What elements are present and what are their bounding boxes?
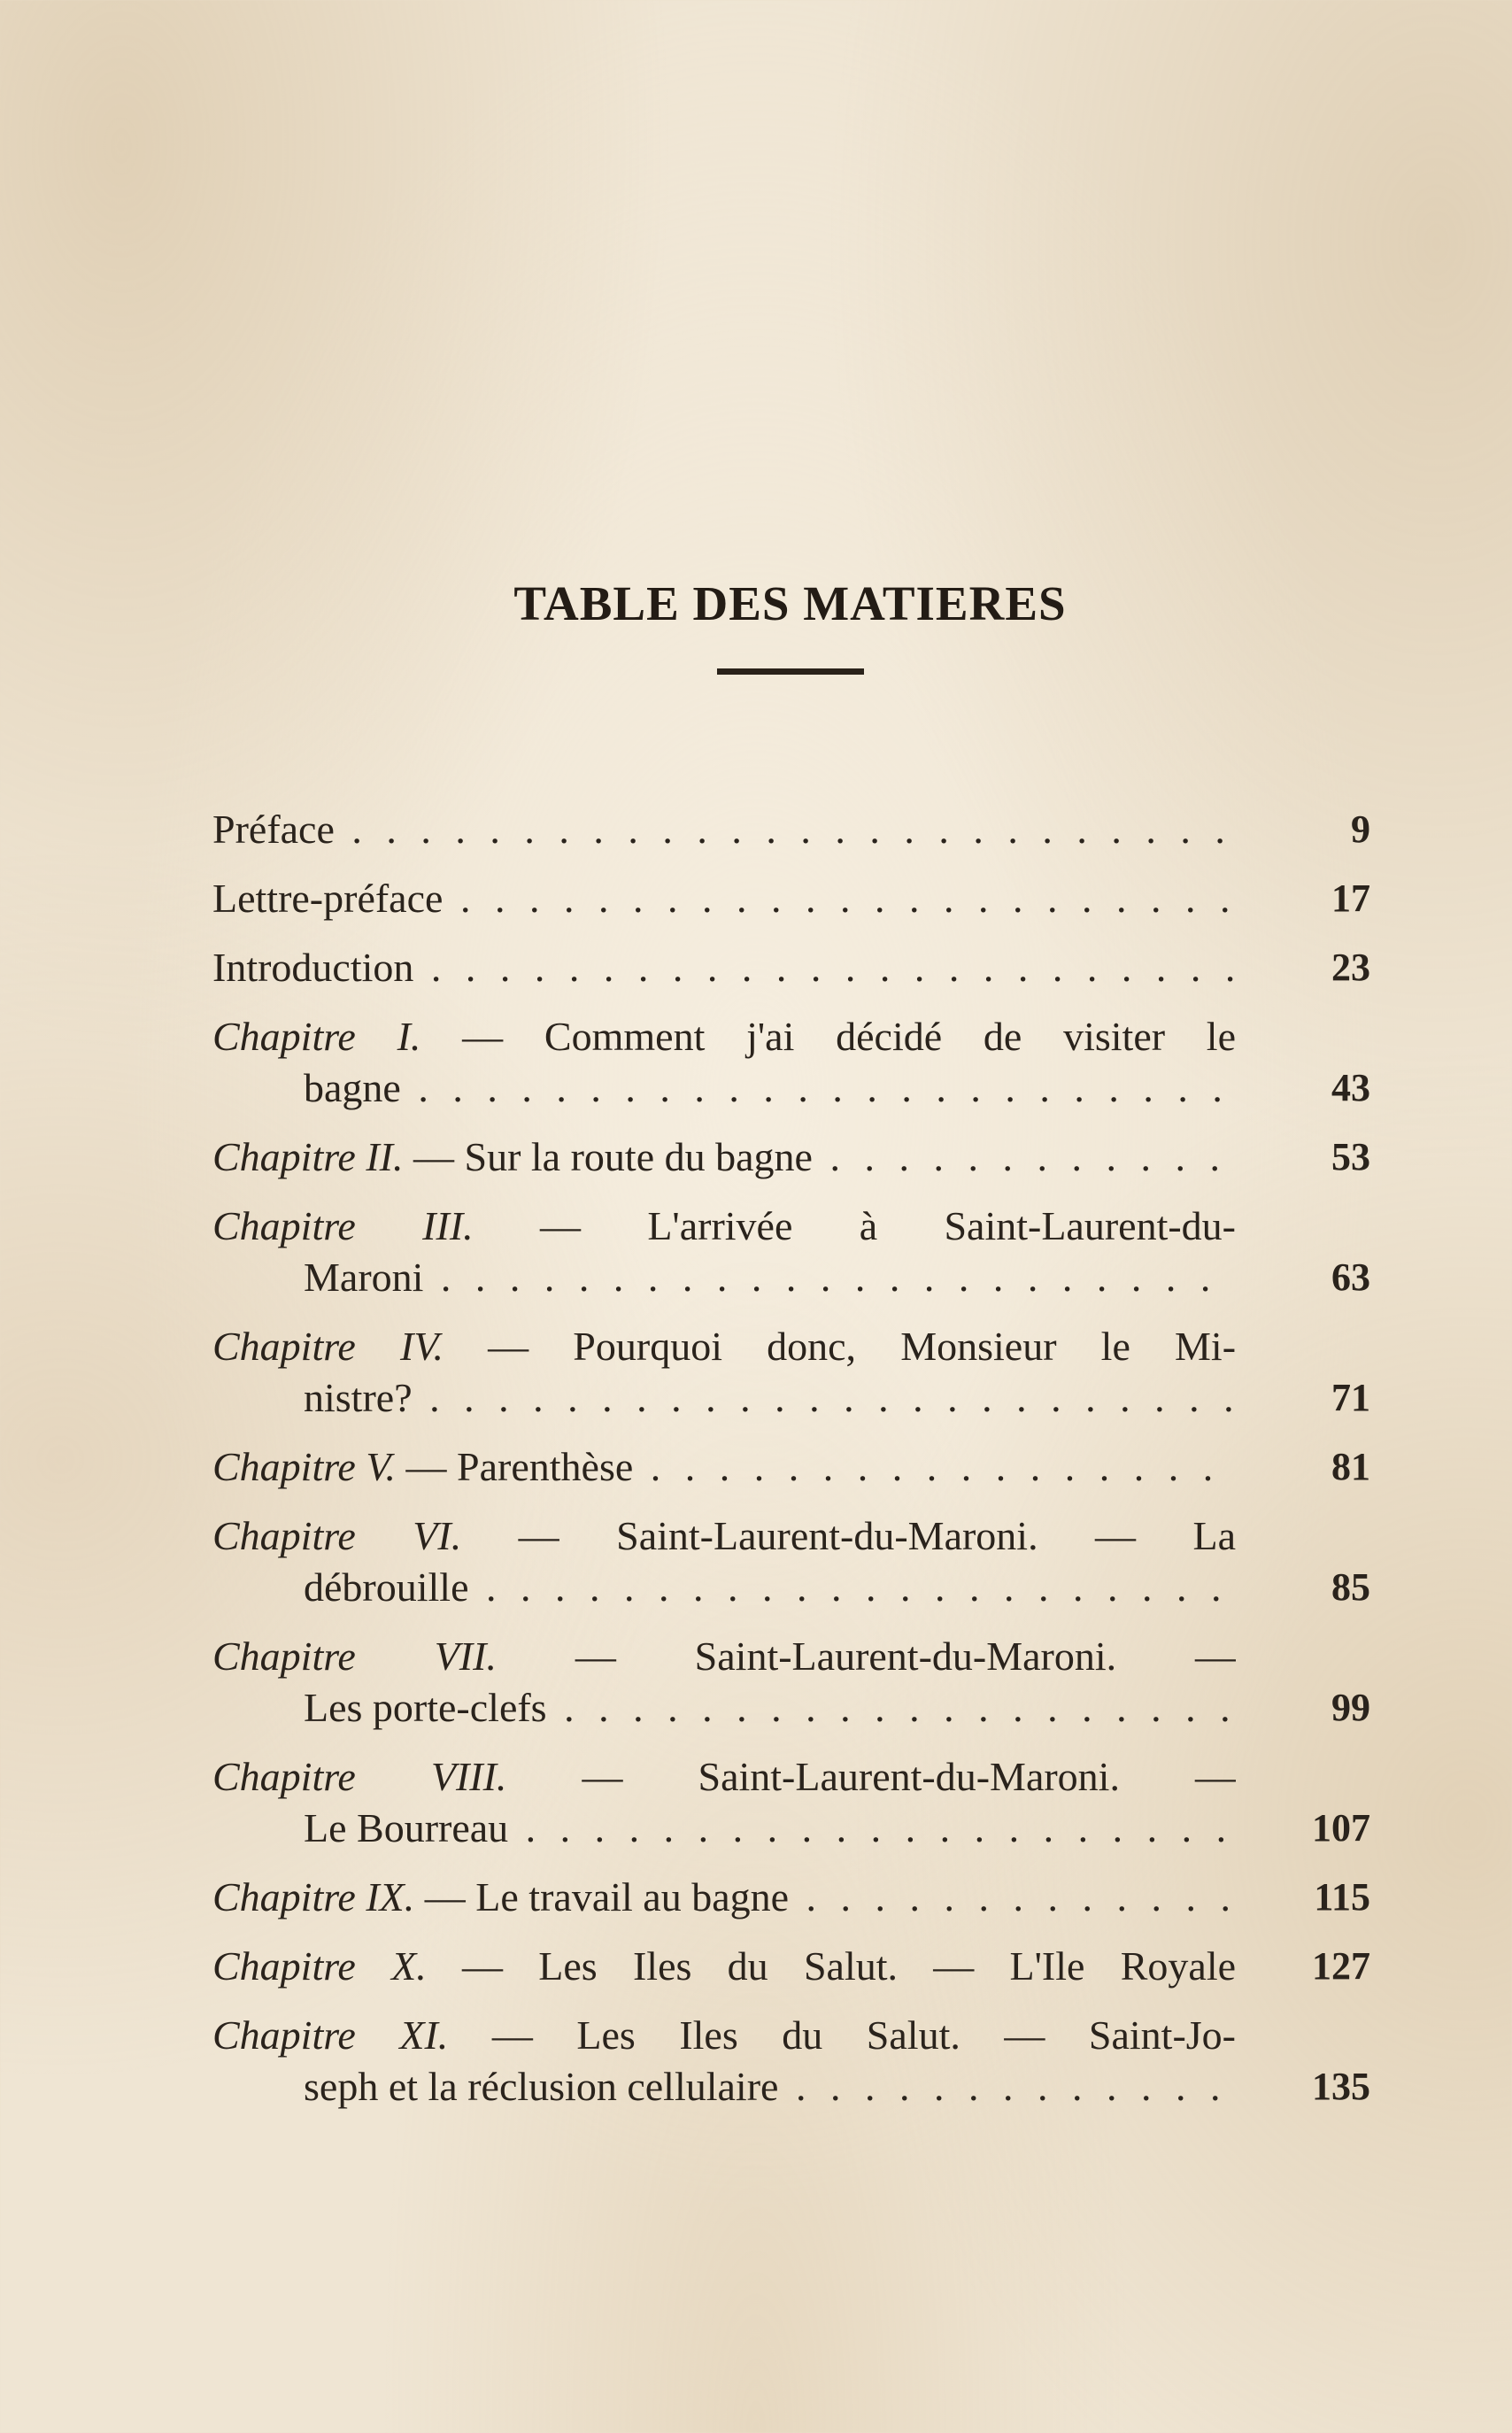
toc-line xyxy=(212,1372,1236,1424)
toc-line xyxy=(212,1941,1236,1992)
toc-line xyxy=(212,873,1236,924)
toc-line xyxy=(212,1751,1236,1803)
toc-entry-text: Lettre-préface . . . xyxy=(212,876,1236,921)
toc-entry-chapitre-1[interactable] xyxy=(212,1011,1370,1114)
toc-entry-lettre-preface[interactable] xyxy=(212,873,1370,924)
toc-line xyxy=(212,1631,1236,1682)
toc-entry-chapitre-8[interactable] xyxy=(212,1751,1370,1854)
toc-line xyxy=(212,1321,1236,1372)
toc-entry-text: Le Bourreau . . . xyxy=(304,1805,1236,1850)
toc-page-number: 53 xyxy=(1331,1135,1370,1178)
toc-page-number: 115 xyxy=(1314,1875,1370,1919)
toc-entry-chapitre-6[interactable] xyxy=(212,1510,1370,1613)
toc-line xyxy=(212,1441,1236,1493)
chapter-label: Chapitre III. xyxy=(212,1203,474,1248)
title-rule xyxy=(717,668,864,675)
toc-page-number: 81 xyxy=(1331,1445,1370,1488)
page-title: TABLE DES MATIERES xyxy=(513,576,1067,630)
toc-entry-text: Les porte-clefs . . . xyxy=(304,1685,1236,1730)
toc-entry-text: — Les Iles du Salut. — Saint-Jo- xyxy=(491,2012,1236,2058)
chapter-label: Chapitre IX. xyxy=(212,1874,415,1919)
toc-entry-chapitre-2[interactable] xyxy=(212,1132,1370,1183)
toc-entry-text: bagne . . . xyxy=(304,1065,1236,1110)
toc-line xyxy=(212,1252,1236,1303)
toc-entry-preface[interactable] xyxy=(212,804,1370,855)
toc-entry-text: — Pourquoi donc, Monsieur le Mi- xyxy=(488,1324,1236,1369)
toc-line xyxy=(212,2061,1236,2112)
toc-entry-text: — L'arrivée à Saint-Laurent-du- xyxy=(539,1203,1236,1248)
toc-line xyxy=(212,1011,1236,1062)
toc-entry-text: seph et la réclusion cellulaire . . . xyxy=(304,2064,1236,2109)
chapter-label: Chapitre I. xyxy=(212,1014,421,1059)
toc-entry-text: — Parenthèse xyxy=(405,1444,634,1489)
toc-page-number: 99 xyxy=(1331,1686,1370,1729)
toc-entry-text: nistre? . . . xyxy=(304,1375,1236,1420)
toc-page-number: 127 xyxy=(1312,1944,1370,1988)
toc-page-number: 71 xyxy=(1331,1376,1370,1419)
toc-entry-chapitre-5[interactable] xyxy=(212,1441,1370,1493)
toc-page-number: 23 xyxy=(1331,946,1370,989)
toc-entry-chapitre-4[interactable] xyxy=(212,1321,1370,1424)
toc-line xyxy=(212,1201,1236,1252)
toc-entry-text: Maroni . . . xyxy=(304,1255,1236,1300)
toc-entry-chapitre-7[interactable] xyxy=(212,1631,1370,1734)
toc-page-number: 135 xyxy=(1312,2065,1370,2108)
toc-entry-introduction[interactable] xyxy=(212,942,1370,993)
toc-entry-chapitre-3[interactable] xyxy=(212,1201,1370,1303)
toc-entry-chapitre-11[interactable] xyxy=(212,2010,1370,2112)
toc-line xyxy=(212,1562,1236,1613)
chapter-label: Chapitre IV. xyxy=(212,1324,444,1369)
chapter-label: Chapitre V. xyxy=(212,1444,397,1489)
chapter-label: Chapitre VI. xyxy=(212,1513,462,1558)
toc-line xyxy=(212,1803,1236,1854)
toc-entry-text: — Sur la route du bagne xyxy=(413,1134,813,1179)
toc-line xyxy=(212,2010,1236,2061)
chapter-label: Chapitre X. xyxy=(212,1943,427,1989)
toc-page-number: 43 xyxy=(1331,1066,1370,1109)
chapter-label: Chapitre II. xyxy=(212,1134,404,1179)
toc-line xyxy=(212,1872,1236,1923)
toc-entry-chapitre-9[interactable] xyxy=(212,1872,1370,1923)
toc-line xyxy=(212,1062,1236,1114)
toc-page-number: 85 xyxy=(1331,1565,1370,1609)
toc-entry-text: — Saint-Laurent-du-Maroni. — xyxy=(575,1634,1236,1679)
toc-page-number: 63 xyxy=(1331,1255,1370,1299)
toc-entry-text: — Le travail au bagne xyxy=(424,1874,790,1919)
chapter-label: Chapitre VII. xyxy=(212,1634,497,1679)
toc-entry-text: — Saint-Laurent-du-Maroni. — La xyxy=(518,1513,1236,1558)
toc-page-number: 107 xyxy=(1312,1806,1370,1850)
toc-line xyxy=(212,1510,1236,1562)
toc-page-number: 17 xyxy=(1331,877,1370,920)
toc-entry-text: — Les Iles du Salut. — L'Ile Royale xyxy=(462,1943,1236,1989)
toc-line xyxy=(212,1682,1236,1734)
toc-line xyxy=(212,1132,1236,1183)
toc-entry-chapitre-10[interactable] xyxy=(212,1941,1370,1992)
chapter-label: Chapitre XI. xyxy=(212,2012,449,2058)
chapter-label: Chapitre VIII. xyxy=(212,1754,507,1799)
toc-line xyxy=(212,804,1236,855)
toc-entry-text: Introduction . . . xyxy=(212,945,1236,990)
table-of-contents xyxy=(212,804,1370,2130)
toc-line xyxy=(212,942,1236,993)
toc-entry-text: — Saint-Laurent-du-Maroni. — xyxy=(582,1754,1236,1799)
toc-entry-text: débrouille . . . xyxy=(304,1564,1236,1610)
toc-page-number: 9 xyxy=(1351,807,1370,851)
toc-entry-text: Préface . . . xyxy=(212,807,1236,852)
toc-entry-text: — Comment j'ai décidé de visiter le xyxy=(462,1014,1236,1059)
